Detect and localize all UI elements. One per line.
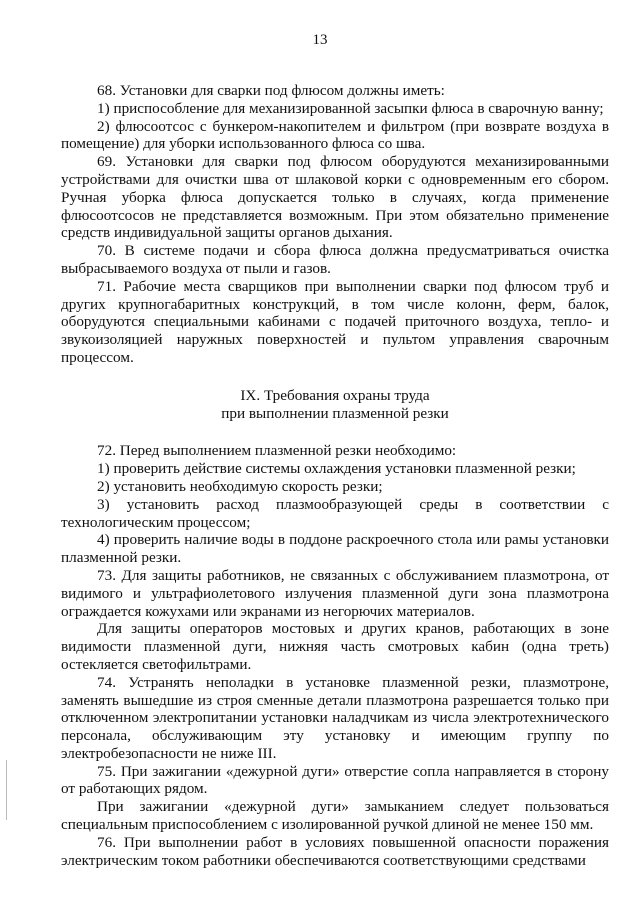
paragraph: 2) флюсоотсос с бункером-накопителем и фильтром (при возврате воздуха в помещение) для уборки использованного флюса со шва. [61, 117, 609, 153]
paragraph: Для защиты операторов мостовых и других кранов, работающих в зоне видимости плазменной дуги, нижняя часть смотровых кабин (одна треть) остекляется светофильтрами. [61, 620, 609, 673]
paragraph: 73. Для защиты работников, не связанных с обслуживанием плазмотрона, от видимого и ультрафиолетового излучения плазменной дуги зона плазмотрона ограждается кожухами или экранами из негорючих материалов. [61, 566, 609, 620]
paragraph: При зажигании «дежурной дуги» замыканием следует пользоваться специальным приспособлением с изолированной ручкой длиной не менее 150 мм. [61, 798, 609, 834]
paragraph: 70. В системе подачи и сбора флюса должна предусматриваться очистка выбрасываемого воздуха от пыли и газов. [61, 242, 609, 277]
paragraph: 4) проверить наличие воды в поддоне раскроечного стола или рамы установки плазменной резки. [61, 531, 609, 567]
section-heading-line: IX. Требования охраны труда [240, 386, 430, 404]
paragraph: 74. Устранять неполадки в установке плазменной резки, плазмотроне, заменять вышедшие из строя сменные детали плазмотрона разрешается только при отключенном электропитании установки наладчикам из числа электротехнического персонала, обслуживающим эту установку и имеющим группу по электробезопасности не ниже III. [61, 673, 609, 762]
paragraph: 68. Установки для сварки под флюсом должны иметь: [97, 82, 445, 99]
document-body [61, 82, 609, 869]
paragraph: 1) проверить действие системы охлаждения установки плазменной резки; [97, 460, 576, 478]
section-heading [61, 387, 609, 423]
paragraph: 72. Перед выполнением плазменной резки необходимо: [97, 442, 457, 460]
paragraph: 76. При выполнении работ в условиях повышенной опасности поражения электрическим током работники обеспечиваются соответствующими средствами [61, 833, 609, 869]
paragraph: 2) установить необходимую скорость резки; [97, 477, 383, 495]
paragraph: 75. При зажигании «дежурной дуги» отверстие сопла направляется в сторону от работающих рядом. [61, 762, 609, 798]
section-heading-line: при выполнении плазменной резки [221, 404, 449, 422]
paragraph: 1) приспособление для механизированной засыпки флюса в сварочную ванну; [97, 99, 604, 117]
paragraph: 69. Установки для сварки под флюсом оборудуются механизированными устройствами для очистки шва от шлаковой корки с одновременным его сбором. Ручная уборка флюса допускается только в случаях, когда применение флюсоотсосов не представляется возможным. При этом обязательно применение средств индивидуальной защиты органов дыхания. [61, 153, 609, 242]
paragraph: 3) установить расход плазмообразующей среды в соответствии с технологическим процессом; [61, 495, 609, 531]
paragraph: 71. Рабочие места сварщиков при выполнении сварки под флюсом труб и других крупногабаритных конструкций, в том числе колонн, ферм, балок, оборудуются специальными кабинами с подачей приточного воздуха, тепло- и звукоизоляцией наружных поверхностей и пультом управления сварочным процессом. [61, 277, 609, 366]
scan-edge-mark [6, 760, 7, 820]
page-number: 13 [312, 32, 328, 48]
